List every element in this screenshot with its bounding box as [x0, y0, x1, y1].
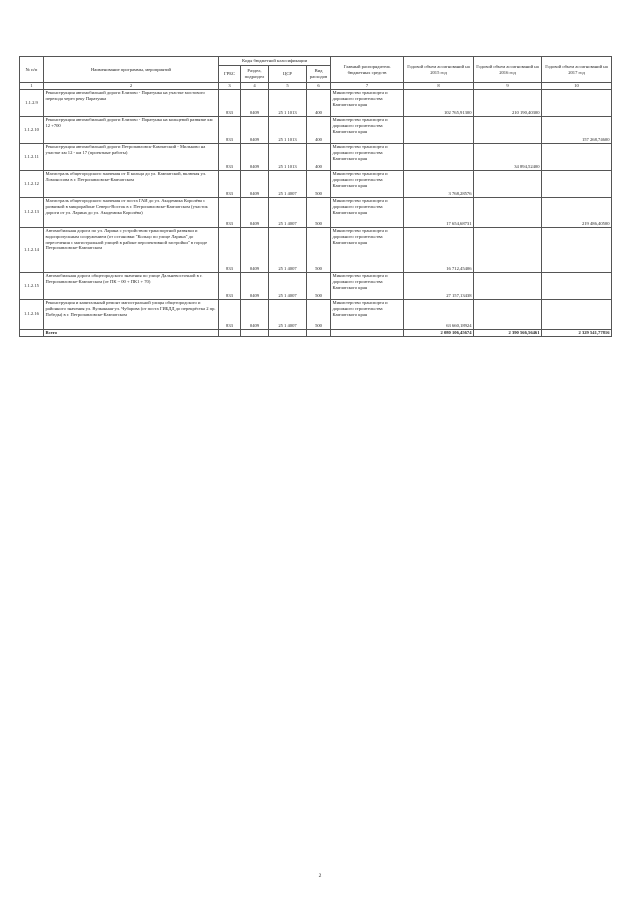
total-label: Всего	[44, 329, 219, 337]
row-amount-2017	[542, 272, 612, 299]
row-manager: Министерство транспорта и дорожного строительства Камчатского края	[331, 299, 404, 329]
row-name: Магистраль общегородского значения от II кольца до ул. Камчатской, включая ул. Ломоносова в г. Петропавловске-Камчатском	[44, 170, 219, 197]
row-number: 1.1.2.14	[20, 227, 44, 272]
header-2017: Годовой объем ассигнований на 2017 год	[542, 57, 612, 83]
row-name: Автомобильная дорога общегородского значения по улице Дальневосточной в г. Петропавловске-Камчатском (от ПК ~ 00 + ПК1 + 70)	[44, 272, 219, 299]
row-rzpr: 0409	[241, 197, 269, 227]
row-amount-2016	[474, 197, 542, 227]
row-manager: Министерство транспорта и дорожного строительства Камчатского края	[331, 197, 404, 227]
header-vr: Вид расходов	[307, 66, 331, 83]
column-number: 10	[542, 83, 612, 90]
row-csr: 25 1 1013	[269, 143, 307, 170]
table-row	[20, 272, 612, 299]
row-rzpr: 0409	[241, 116, 269, 143]
row-name: Магистраль общегородского значения от поста ГАИ до ул. Академика Королёва с развязкой в микрорайоне Северо-Восток в г. Петропавловске-Камчатском (участок дороги от ул. Ларина до ул. Академика Королёва)	[44, 197, 219, 227]
row-vr: 500	[307, 227, 331, 272]
table-row	[20, 170, 612, 197]
header-2015: Годовой объем ассигнований на 2015 год	[404, 57, 474, 83]
column-number: 4	[241, 83, 269, 90]
row-grbs: 833	[219, 143, 241, 170]
row-amount-2015: 102 765,91300	[404, 89, 474, 116]
budget-table	[19, 56, 612, 337]
table-row	[20, 143, 612, 170]
row-manager: Министерство транспорта и дорожного строительства Камчатского края	[331, 89, 404, 116]
row-amount-2016	[474, 299, 542, 329]
total-2016: 2 390 566,56461	[474, 329, 542, 337]
row-csr: 25 1 4007	[269, 170, 307, 197]
row-vr: 500	[307, 170, 331, 197]
row-grbs: 833	[219, 227, 241, 272]
header-manager: Главный распорядитель бюджетных средств	[331, 57, 404, 83]
row-vr: 500	[307, 299, 331, 329]
table-body	[20, 83, 612, 330]
row-number: 1.1.2.11	[20, 143, 44, 170]
row-csr: 25 1 4007	[269, 272, 307, 299]
row-vr: 400	[307, 89, 331, 116]
row-csr: 25 1 4007	[269, 227, 307, 272]
row-amount-2017	[542, 89, 612, 116]
total-2015: 2 080 106,45674	[404, 329, 474, 337]
row-grbs: 833	[219, 116, 241, 143]
row-csr: 25 1 4007	[269, 299, 307, 329]
row-manager: Министерство транспорта и дорожного строительства Камчатского края	[331, 116, 404, 143]
row-amount-2017	[542, 170, 612, 197]
row-rzpr: 0409	[241, 299, 269, 329]
row-rzpr: 0409	[241, 272, 269, 299]
row-csr: 25 1 4007	[269, 197, 307, 227]
row-number: 1.1.2.15	[20, 272, 44, 299]
row-amount-2016: 34 894,52400	[474, 143, 542, 170]
row-name: Реконструкция автомобильной дороги Петропавловск-Камчатский - Мильково на участке км 12 - км 17 (проектные работы)	[44, 143, 219, 170]
row-amount-2015: 63 660,18924	[404, 299, 474, 329]
row-number: 1.1.2.13	[20, 197, 44, 227]
row-amount-2017: 157 268,74600	[542, 116, 612, 143]
row-amount-2015: 27 157,13438	[404, 272, 474, 299]
row-number: 1.1.2.10	[20, 116, 44, 143]
total-2017: 2 329 541,77816	[542, 329, 612, 337]
header-2016: Годовой объем ассигнований на 2016 год	[474, 57, 542, 83]
table-row	[20, 227, 612, 272]
header-grbs: ГРБС	[219, 66, 241, 83]
column-number: 7	[331, 83, 404, 90]
row-grbs: 833	[219, 89, 241, 116]
row-csr: 25 1 1013	[269, 116, 307, 143]
row-amount-2016	[474, 170, 542, 197]
row-amount-2017	[542, 143, 612, 170]
row-amount-2017	[542, 299, 612, 329]
row-name: Реконструкция и капитальный ремонт магистральной улицы общегородского и районного значения ул. Вулканная-ул. Чубарова (от поста ГИБДД до перекрёстка 2 пр. Победы) в г. Петропавловске-Камчатском	[44, 299, 219, 329]
row-name: Реконструкция автомобильной дороги Елизово - Паратунка на кольцевой развязке км 12 +700	[44, 116, 219, 143]
row-manager: Министерство транспорта и дорожного строительства Камчатского края	[331, 227, 404, 272]
row-csr: 25 1 1013	[269, 89, 307, 116]
row-rzpr: 0409	[241, 227, 269, 272]
row-number: 1.1.2.16	[20, 299, 44, 329]
column-number: 6	[307, 83, 331, 90]
header-codes-group: Коды бюджетной классификации	[219, 57, 331, 66]
column-number: 1	[20, 83, 44, 90]
row-amount-2015: 3 768,28576	[404, 170, 474, 197]
row-amount-2016	[474, 116, 542, 143]
page-number: 2	[318, 873, 322, 879]
header-name: Наименование программы, мероприятий	[44, 57, 219, 83]
column-number: 9	[474, 83, 542, 90]
row-rzpr: 0409	[241, 170, 269, 197]
row-amount-2015: 16 712,45406	[404, 227, 474, 272]
row-vr: 400	[307, 116, 331, 143]
row-grbs: 833	[219, 299, 241, 329]
total-row	[20, 329, 612, 337]
row-rzpr: 0409	[241, 89, 269, 116]
row-amount-2017	[542, 227, 612, 272]
row-amount-2015	[404, 116, 474, 143]
row-grbs: 833	[219, 170, 241, 197]
row-vr: 500	[307, 272, 331, 299]
row-number: 1.1.2.9	[20, 89, 44, 116]
row-manager: Министерство транспорта и дорожного строительства Камчатского края	[331, 143, 404, 170]
table-row	[20, 299, 612, 329]
row-rzpr: 0409	[241, 143, 269, 170]
column-number: 2	[44, 83, 219, 90]
row-amount-2016	[474, 272, 542, 299]
row-amount-2016: 210 190,40300	[474, 89, 542, 116]
row-number: 1.1.2.12	[20, 170, 44, 197]
column-number: 8	[404, 83, 474, 90]
row-vr: 500	[307, 197, 331, 227]
column-number-row	[20, 83, 612, 90]
column-number: 3	[219, 83, 241, 90]
table-row	[20, 116, 612, 143]
row-manager: Министерство транспорта и дорожного строительства Камчатского края	[331, 170, 404, 197]
header-rzpr: Раздел, подраздел	[241, 66, 269, 83]
row-amount-2016	[474, 227, 542, 272]
row-amount-2017: 219 486,40500	[542, 197, 612, 227]
header-num: № п/п	[20, 57, 44, 83]
row-name: Автомобильная дорога по ул. Ларина с устройством транспортной развязки и водопропускным сооружением (от остановки "Кольцо по улице Ларина" до пересечения с магистральной улицей в районе перспективной застройки" в городе Петропавловске-Камчатском	[44, 227, 219, 272]
row-vr: 400	[307, 143, 331, 170]
row-amount-2015: 17 654,68731	[404, 197, 474, 227]
table-row	[20, 197, 612, 227]
table-row	[20, 89, 612, 116]
row-grbs: 833	[219, 197, 241, 227]
header-csr: ЦСР	[269, 66, 307, 83]
column-number: 5	[269, 83, 307, 90]
row-amount-2015	[404, 143, 474, 170]
row-manager: Министерство транспорта и дорожного строительства Камчатского края	[331, 272, 404, 299]
row-grbs: 833	[219, 272, 241, 299]
row-name: Реконструкция автомобильной дороги Елизово - Паратунка на участке мостового перехода через реку Паратунка	[44, 89, 219, 116]
